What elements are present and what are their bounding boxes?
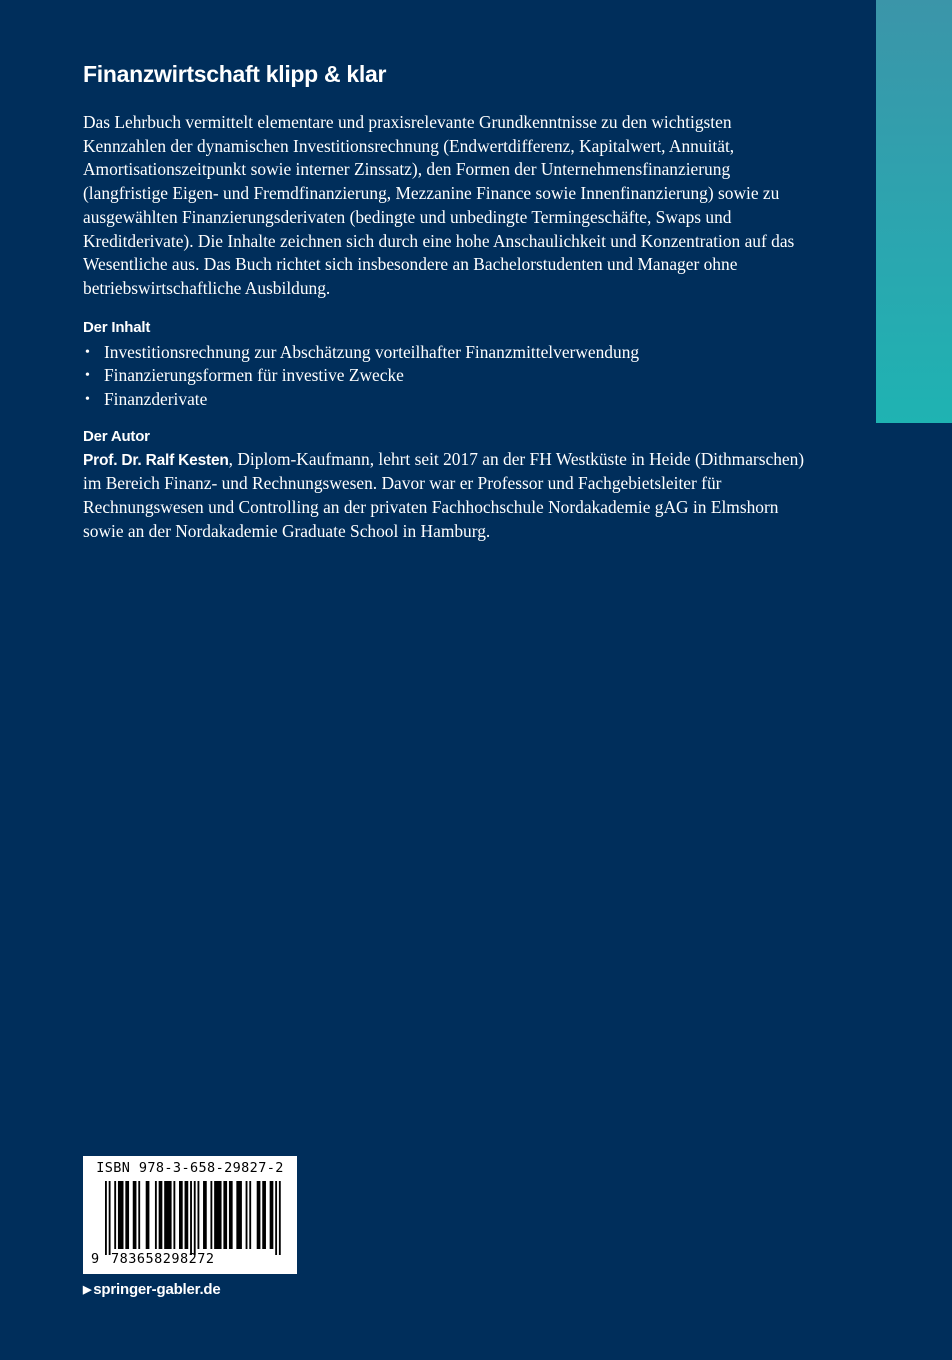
inhalt-list: [83, 341, 813, 412]
autor-heading: Der Autor: [83, 427, 150, 445]
barcode-bar: [198, 1181, 200, 1249]
barcode-bar: [246, 1181, 248, 1249]
arrow-right-icon: ▶: [83, 1284, 92, 1296]
accent-strip: [876, 0, 952, 423]
barcode-bar: [138, 1181, 140, 1249]
list-item-text: Finanzderivate: [104, 389, 208, 410]
bullet-icon: •: [85, 344, 90, 360]
barcode-rest-digits: 783658298272: [111, 1251, 215, 1267]
barcode-bar: [275, 1181, 277, 1255]
bullet-icon: •: [85, 392, 90, 408]
isbn-label: ISBN 978-3-658-29827-2: [96, 1160, 284, 1176]
list-item: [83, 388, 813, 412]
barcode-bar: [257, 1181, 261, 1249]
barcode-bar: [164, 1181, 171, 1249]
publisher-link[interactable]: [83, 1280, 221, 1300]
barcode-bar: [179, 1181, 183, 1249]
barcode-bar: [210, 1181, 212, 1249]
author-bio: [83, 448, 813, 544]
inhalt-heading: Der Inhalt: [83, 318, 151, 336]
barcode-bar: [105, 1181, 107, 1255]
barcode-bar: [203, 1181, 207, 1249]
barcode-bar: [279, 1181, 281, 1255]
barcode-bar: [223, 1181, 227, 1249]
barcode-bars: [105, 1181, 281, 1255]
bullet-icon: •: [85, 368, 90, 384]
barcode-bar: [262, 1181, 266, 1249]
barcode-bar: [114, 1181, 116, 1249]
barcode-bar: [185, 1181, 189, 1249]
barcode-bar: [146, 1181, 150, 1249]
barcode-first-digit: 9: [91, 1251, 100, 1267]
barcode-bar: [249, 1181, 251, 1249]
list-item: [83, 364, 813, 388]
publisher-url: springer-gabler.de: [93, 1281, 221, 1298]
barcode-bar: [236, 1181, 242, 1249]
back-cover-content: [83, 56, 813, 544]
book-title: Finanzwirtschaft klipp & klar: [83, 61, 387, 87]
author-bio-text: , Diplom-Kaufmann, lehrt seit 2017 an der FH Westküste in Heide (Dithmarschen) im Bereich Finanz- und Rechnungswesen. Davor war er Professor und Fachgebietsleiter für Rechnungswesen und Controlling an der privaten Fachhochschule Nordakademie gAG in Elmshorn sowie an der Nordakademie Graduate School in Hamburg.: [83, 448, 805, 541]
barcode-bar: [109, 1181, 111, 1255]
author-name: Prof. Dr. Ralf Kesten: [83, 451, 229, 469]
list-item: [83, 341, 813, 365]
barcode-bar: [118, 1181, 124, 1249]
barcode-bar: [229, 1181, 233, 1249]
list-item-text: Finanzierungsformen für investive Zwecke: [104, 365, 404, 386]
barcode-bar: [214, 1181, 221, 1249]
barcode-bar: [155, 1181, 157, 1249]
book-description: Das Lehrbuch vermittelt elementare und praxisrelevante Grundkenntnisse zu den wichtigsten Kennzahlen der dynamischen Investitionsrechnung (Endwertdifferenz, Kapitalwert, Annuität, Amortisationszeitpunkt sowie interner Zinssatz), den Formen der Unternehmensfinanzierung (langfristige Eigen- und Fremdfinanzierung, Mezzanine Finance sowie Innenfinanzierung) sowie zu ausgewählten Finanzierungsderivaten (bedingte und unbedingte Termingeschäfte, Swaps und Kreditderivate). Die Inhalte zeichnen sich durch eine hohe Anschaulichkeit und Konzentration auf das Wesentliche aus. Das Buch richtet sich insbesondere an Bachelorstudenten und Manager ohne betriebswirtschaftliche Ausbildung.: [83, 112, 795, 298]
barcode-bar: [159, 1181, 163, 1249]
list-item-text: Investitionsrechnung zur Abschätzung vorteilhafter Finanzmittelverwendung: [104, 341, 640, 362]
isbn-barcode: [83, 1156, 297, 1274]
barcode-bar: [133, 1181, 137, 1249]
barcode-bar: [270, 1181, 274, 1249]
barcode-bar: [194, 1181, 196, 1255]
barcode-bar: [190, 1181, 192, 1255]
barcode-bar: [125, 1181, 129, 1249]
barcode-bar: [173, 1181, 175, 1249]
